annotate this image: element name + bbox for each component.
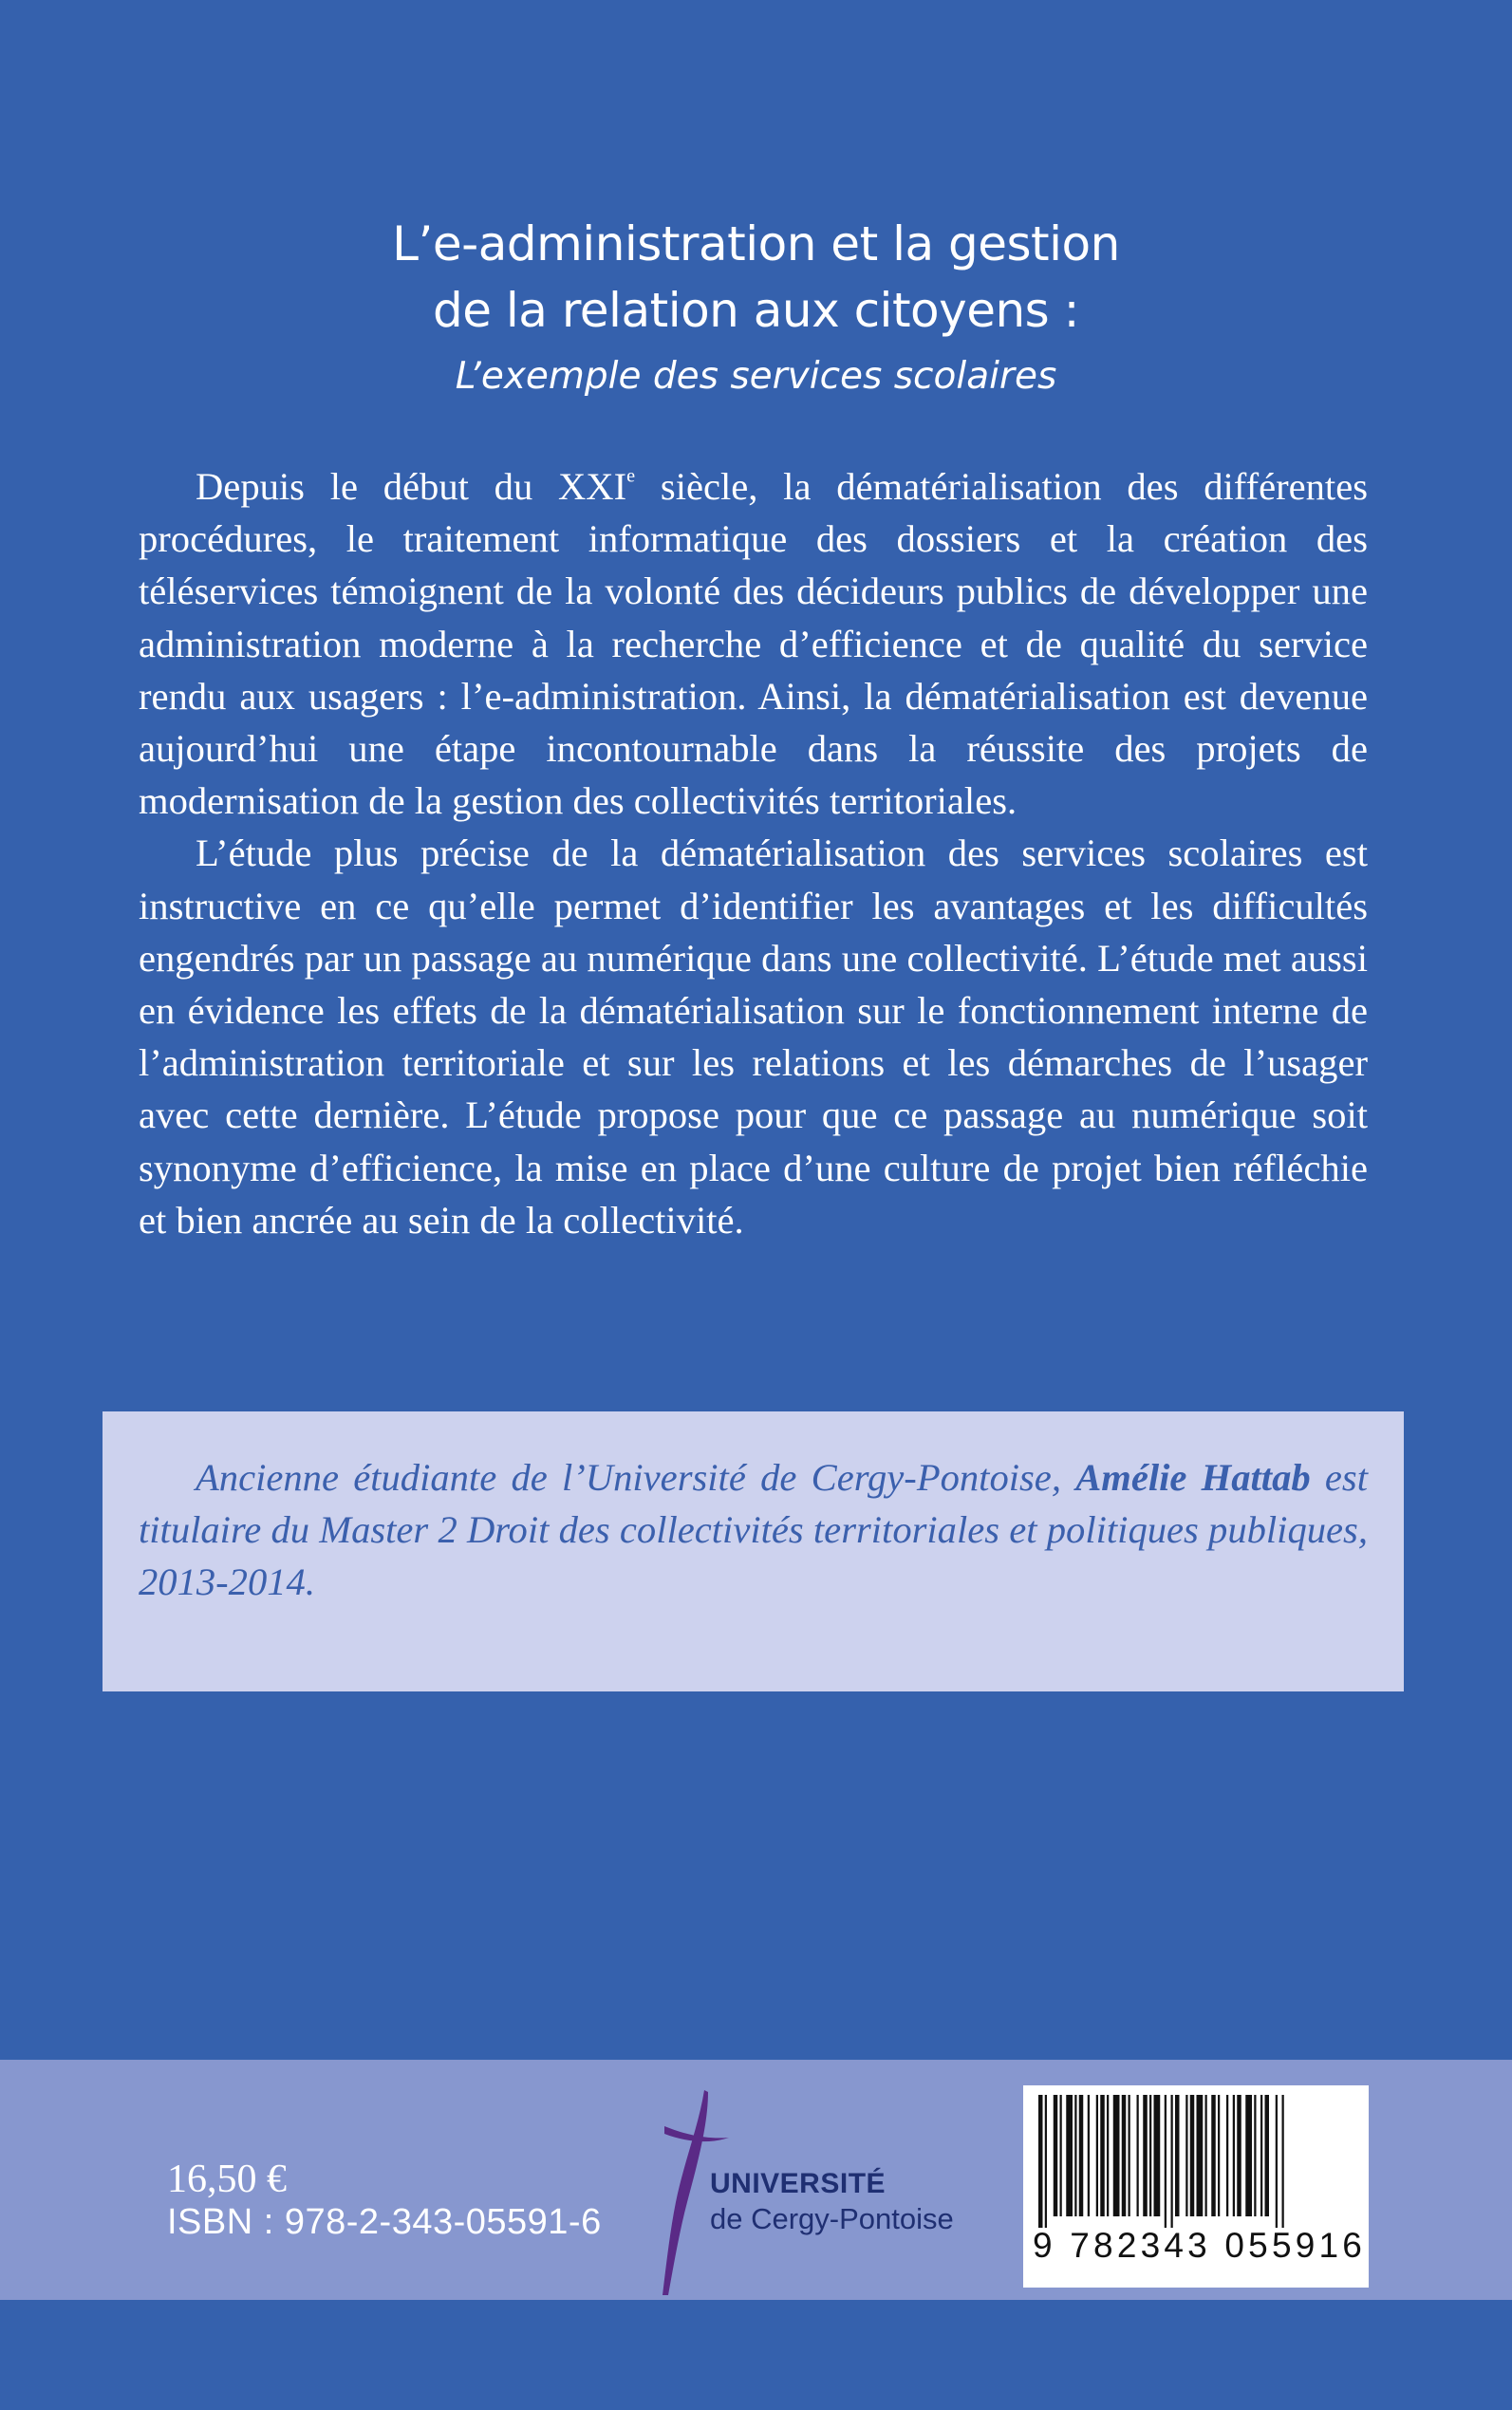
barcode-bar	[1165, 2095, 1167, 2228]
bio-rest: est titulaire du Master 2 Droit des collectivités territoriales et politiques publiques, 2013-2014.	[139, 1456, 1368, 1604]
barcode-bar	[1038, 2095, 1043, 2228]
barcode-bar	[1143, 2095, 1148, 2216]
barcode-bar	[1233, 2095, 1235, 2216]
author-bio-text	[139, 1451, 1368, 1609]
title-block	[0, 211, 1512, 406]
barcode-bar	[1197, 2095, 1204, 2216]
barcode-bar	[1205, 2095, 1207, 2216]
barcode-bar	[1107, 2095, 1109, 2216]
barcode-bar	[1282, 2095, 1284, 2228]
barcode-bar	[1045, 2095, 1047, 2228]
barcode-bar	[1137, 2095, 1139, 2216]
price: 16,50 €	[167, 2158, 287, 2201]
book-title-line-1: L’e-administration et la gestion	[392, 216, 1120, 271]
logo-city-label: de Cergy-Pontoise	[710, 2202, 954, 2235]
abstract-paragraph-2: L’étude plus précise de la dématérialisation des services scolaires est instructive en ce qu’elle permet d’identifier les avantages et les difficultés engendrés par un passage au numérique dans une collectivité. L’étude met aussi en évidence les effets de la dématérialisation sur le fonctionnement interne de l’administration territoriale et sur les relations et les démarches de l’usager avec cette dernière. L’étude propose pour que ce passage au numérique soit synonyme d’efficience, la mise en place d’une culture de projet bien réfléchie et bien ancrée au sein de la collectivité.	[139, 831, 1368, 1242]
barcode-bar	[1122, 2095, 1127, 2216]
author-bio-box	[103, 1411, 1404, 1691]
barcode-bar	[1265, 2095, 1270, 2216]
barcode-bar	[1113, 2095, 1120, 2216]
barcode-bar	[1060, 2095, 1062, 2216]
barcode-bar	[1226, 2095, 1228, 2216]
barcode-bar	[1211, 2095, 1216, 2216]
barcode-digits: 9 782343 055916	[1033, 2226, 1367, 2265]
barcode-bar	[1260, 2095, 1262, 2216]
barcode-bar	[1149, 2095, 1151, 2216]
barcode-bars	[1036, 2095, 1355, 2228]
barcode-bar	[1154, 2095, 1161, 2216]
barcode-bar	[1175, 2095, 1180, 2216]
barcode-bar	[1054, 2095, 1058, 2216]
century-superscript: e	[626, 465, 636, 487]
barcode-bar	[1254, 2095, 1256, 2216]
barcode-bar	[1276, 2095, 1278, 2228]
barcode-bar	[1096, 2095, 1098, 2216]
book-title-line-2: de la relation aux citoyens :	[433, 283, 1079, 338]
barcode-bar	[1088, 2095, 1090, 2216]
barcode-bar	[1079, 2095, 1084, 2216]
isbn: ISBN : 978-2-343-05591-6	[167, 2202, 602, 2242]
barcode-bar	[1100, 2095, 1105, 2216]
logo-university-label: UNIVERSITÉ	[710, 2168, 887, 2199]
abstract-p1-rest: siècle, la dématérialisation des différentes procédures, le traitement informatique des dossiers et la création des téléservices témoignent de la volonté des décideurs publics de développer une administration moderne à la recherche d’efficience et de qualité du service rendu aux usagers : l’e-administration. Ainsi, la dématérialisation est devenue aujourd’hui une étape incontournable dans la réussite des projets de modernisation de la gestion des collectivités territoriales.	[139, 465, 1368, 823]
barcode	[1023, 2085, 1369, 2288]
author-name: Amélie Hattab	[1075, 1456, 1311, 1499]
abstract-p1-start: Depuis le début du XXI	[196, 465, 627, 508]
barcode-bar	[1218, 2095, 1220, 2216]
barcode-bar	[1190, 2095, 1195, 2216]
barcode-bar	[1074, 2095, 1076, 2216]
barcode-bar	[1237, 2095, 1241, 2216]
university-logo	[655, 2088, 978, 2297]
bio-intro: Ancienne étudiante de l’Université de Cergy-Pontoise,	[196, 1456, 1076, 1499]
barcode-bar	[1129, 2095, 1130, 2216]
barcode-bar	[1245, 2095, 1252, 2216]
abstract-paragraph-1	[139, 460, 1368, 827]
barcode-bar	[1066, 2095, 1073, 2216]
barcode-bar	[1185, 2095, 1187, 2216]
barcode-bar	[1171, 2095, 1173, 2228]
book-subtitle: L’exemple des services scolaires	[455, 355, 1057, 398]
footer-band	[0, 2060, 1512, 2300]
back-cover-abstract	[139, 460, 1368, 1246]
